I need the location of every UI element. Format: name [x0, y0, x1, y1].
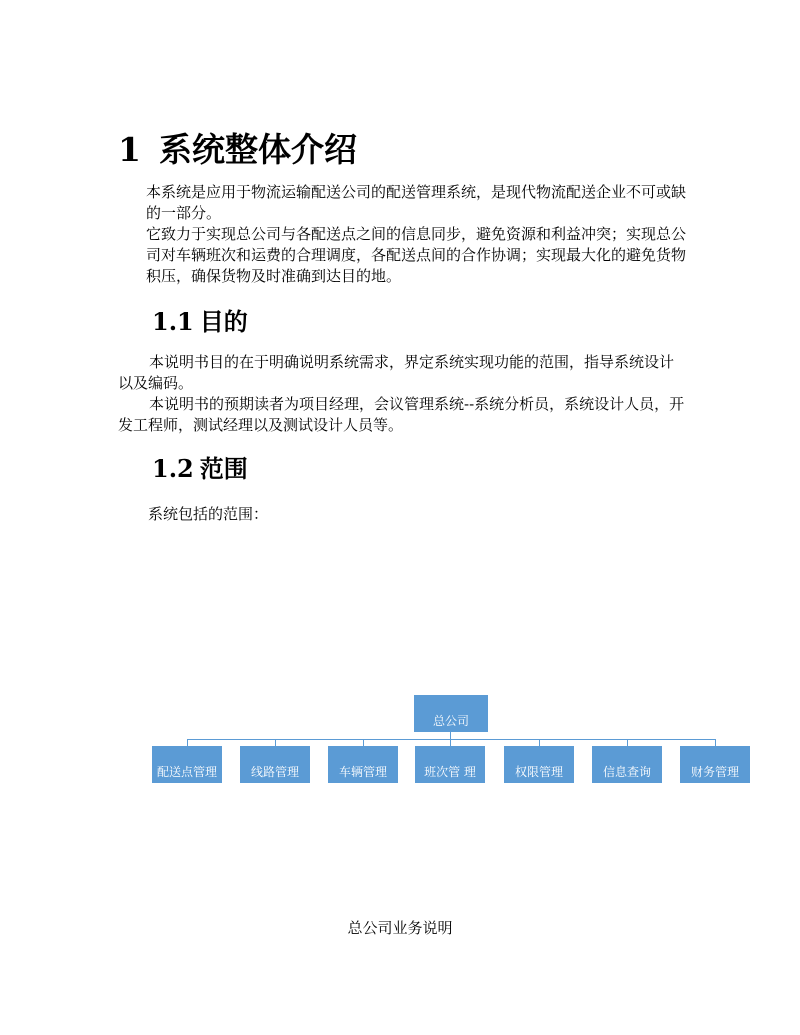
org-connector-drop [450, 739, 451, 746]
section-1-heading [118, 128, 357, 172]
section-1-body [146, 182, 686, 287]
org-connector-drop [187, 739, 188, 746]
section-1-title: 系统整体介绍 [158, 130, 357, 169]
section-1-1-title: 目的 [199, 307, 248, 336]
org-node-finance: 财务管理 [680, 746, 750, 783]
section-1-2-number: 1.2 [152, 454, 194, 483]
org-connector-drop [363, 739, 364, 746]
section-1-paragraph: 本系统是应用于物流运输配送公司的配送管理系统，是现代物流配送企业不可或缺的一部分。 [146, 183, 687, 222]
section-1-number: 1 [118, 130, 141, 169]
org-connector-vertical [450, 732, 451, 739]
org-node-vehicle: 车辆管理 [328, 746, 398, 783]
org-connector-drop [275, 739, 276, 746]
section-1-1-paragraph: 本说明书目的在于明确说明系统需求，界定系统实现功能的范围，指导系统设计以及编码。 [118, 353, 675, 392]
org-node-root: 总公司 [414, 695, 488, 732]
figure-caption: 总公司业务说明 [347, 919, 453, 937]
section-1-1-body [118, 352, 688, 436]
org-connector-drop [715, 739, 716, 746]
section-1-1-number: 1.1 [152, 307, 194, 336]
section-1-paragraph: 它致力于实现总公司与各配送点之间的信息同步，避免资源和利益冲突；实现总公司对车辆班次和运费的合理调度，各配送点间的合作协调；实现最大化的避免货物积压，确保货物及时准确到达目的地。 [146, 225, 687, 285]
section-1-2-intro: 系统包括的范围： [148, 505, 269, 523]
org-node-permission: 权限管理 [504, 746, 574, 783]
section-1-1-paragraph: 本说明书的预期读者为项目经理，会议管理系统--系统分析员，系统设计人员，开发工程师，测试经理以及测试设计人员等。 [118, 395, 685, 434]
section-1-2-heading [152, 453, 248, 485]
org-node-shift: 班次管 理 [415, 746, 485, 783]
section-1-1-heading [152, 306, 248, 338]
org-node-info-query: 信息查询 [592, 746, 662, 783]
section-1-2-title: 范围 [199, 454, 248, 483]
org-connector-drop [539, 739, 540, 746]
org-node-delivery-point: 配送点管理 [152, 746, 222, 783]
org-connector-horizontal [187, 739, 715, 740]
org-connector-drop [627, 739, 628, 746]
org-node-route: 线路管理 [240, 746, 310, 783]
